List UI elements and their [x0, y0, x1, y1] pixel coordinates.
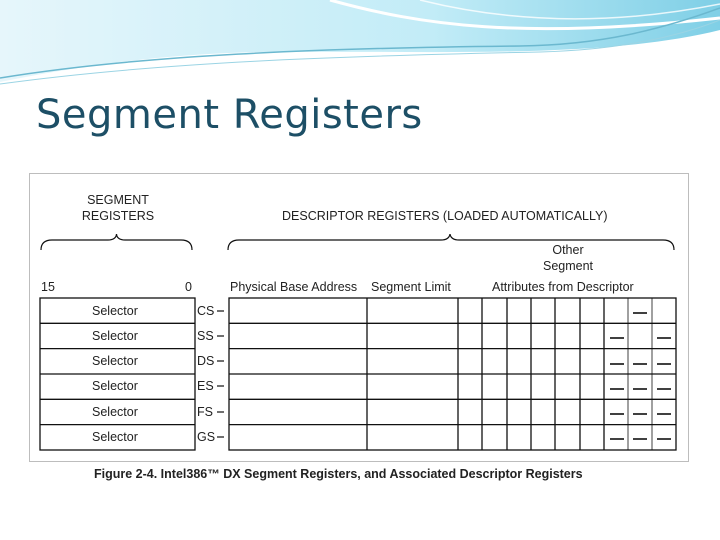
- bit-15-label: 15: [41, 280, 55, 294]
- figure-caption: Figure 2-4. Intel386™ DX Segment Registers, and Associated Descriptor Registers: [94, 467, 583, 481]
- selector-fs: Selector: [92, 405, 138, 419]
- segment-register-figure: [29, 173, 689, 462]
- segment-limit-label: Segment Limit: [371, 280, 451, 294]
- selector-cs: Selector: [92, 304, 138, 318]
- register-cs: CS: [197, 304, 215, 318]
- register-es: ES: [197, 379, 214, 393]
- register-gs: GS: [197, 430, 216, 444]
- descriptor-registers-header: DESCRIPTOR REGISTERS (LOADED AUTOMATICALLY): [282, 209, 608, 223]
- slide-title: Segment Registers: [36, 92, 423, 138]
- decorative-banner: [0, 0, 720, 90]
- selector-ss: Selector: [92, 329, 138, 343]
- base-address-label: Physical Base Address: [230, 280, 358, 294]
- attributes-label: Attributes from Descriptor: [492, 280, 634, 294]
- segment-registers-header: SEGMENT REGISTERS: [81, 193, 155, 223]
- selector-es: Selector: [92, 379, 138, 393]
- register-ds: DS: [197, 354, 215, 368]
- bit-0-label: 0: [185, 280, 192, 294]
- register-ss: SS: [197, 329, 214, 343]
- selector-gs: Selector: [92, 430, 138, 444]
- register-fs: FS: [197, 405, 213, 419]
- selector-ds: Selector: [92, 354, 138, 368]
- other-segment-label: Other Segment: [542, 243, 594, 273]
